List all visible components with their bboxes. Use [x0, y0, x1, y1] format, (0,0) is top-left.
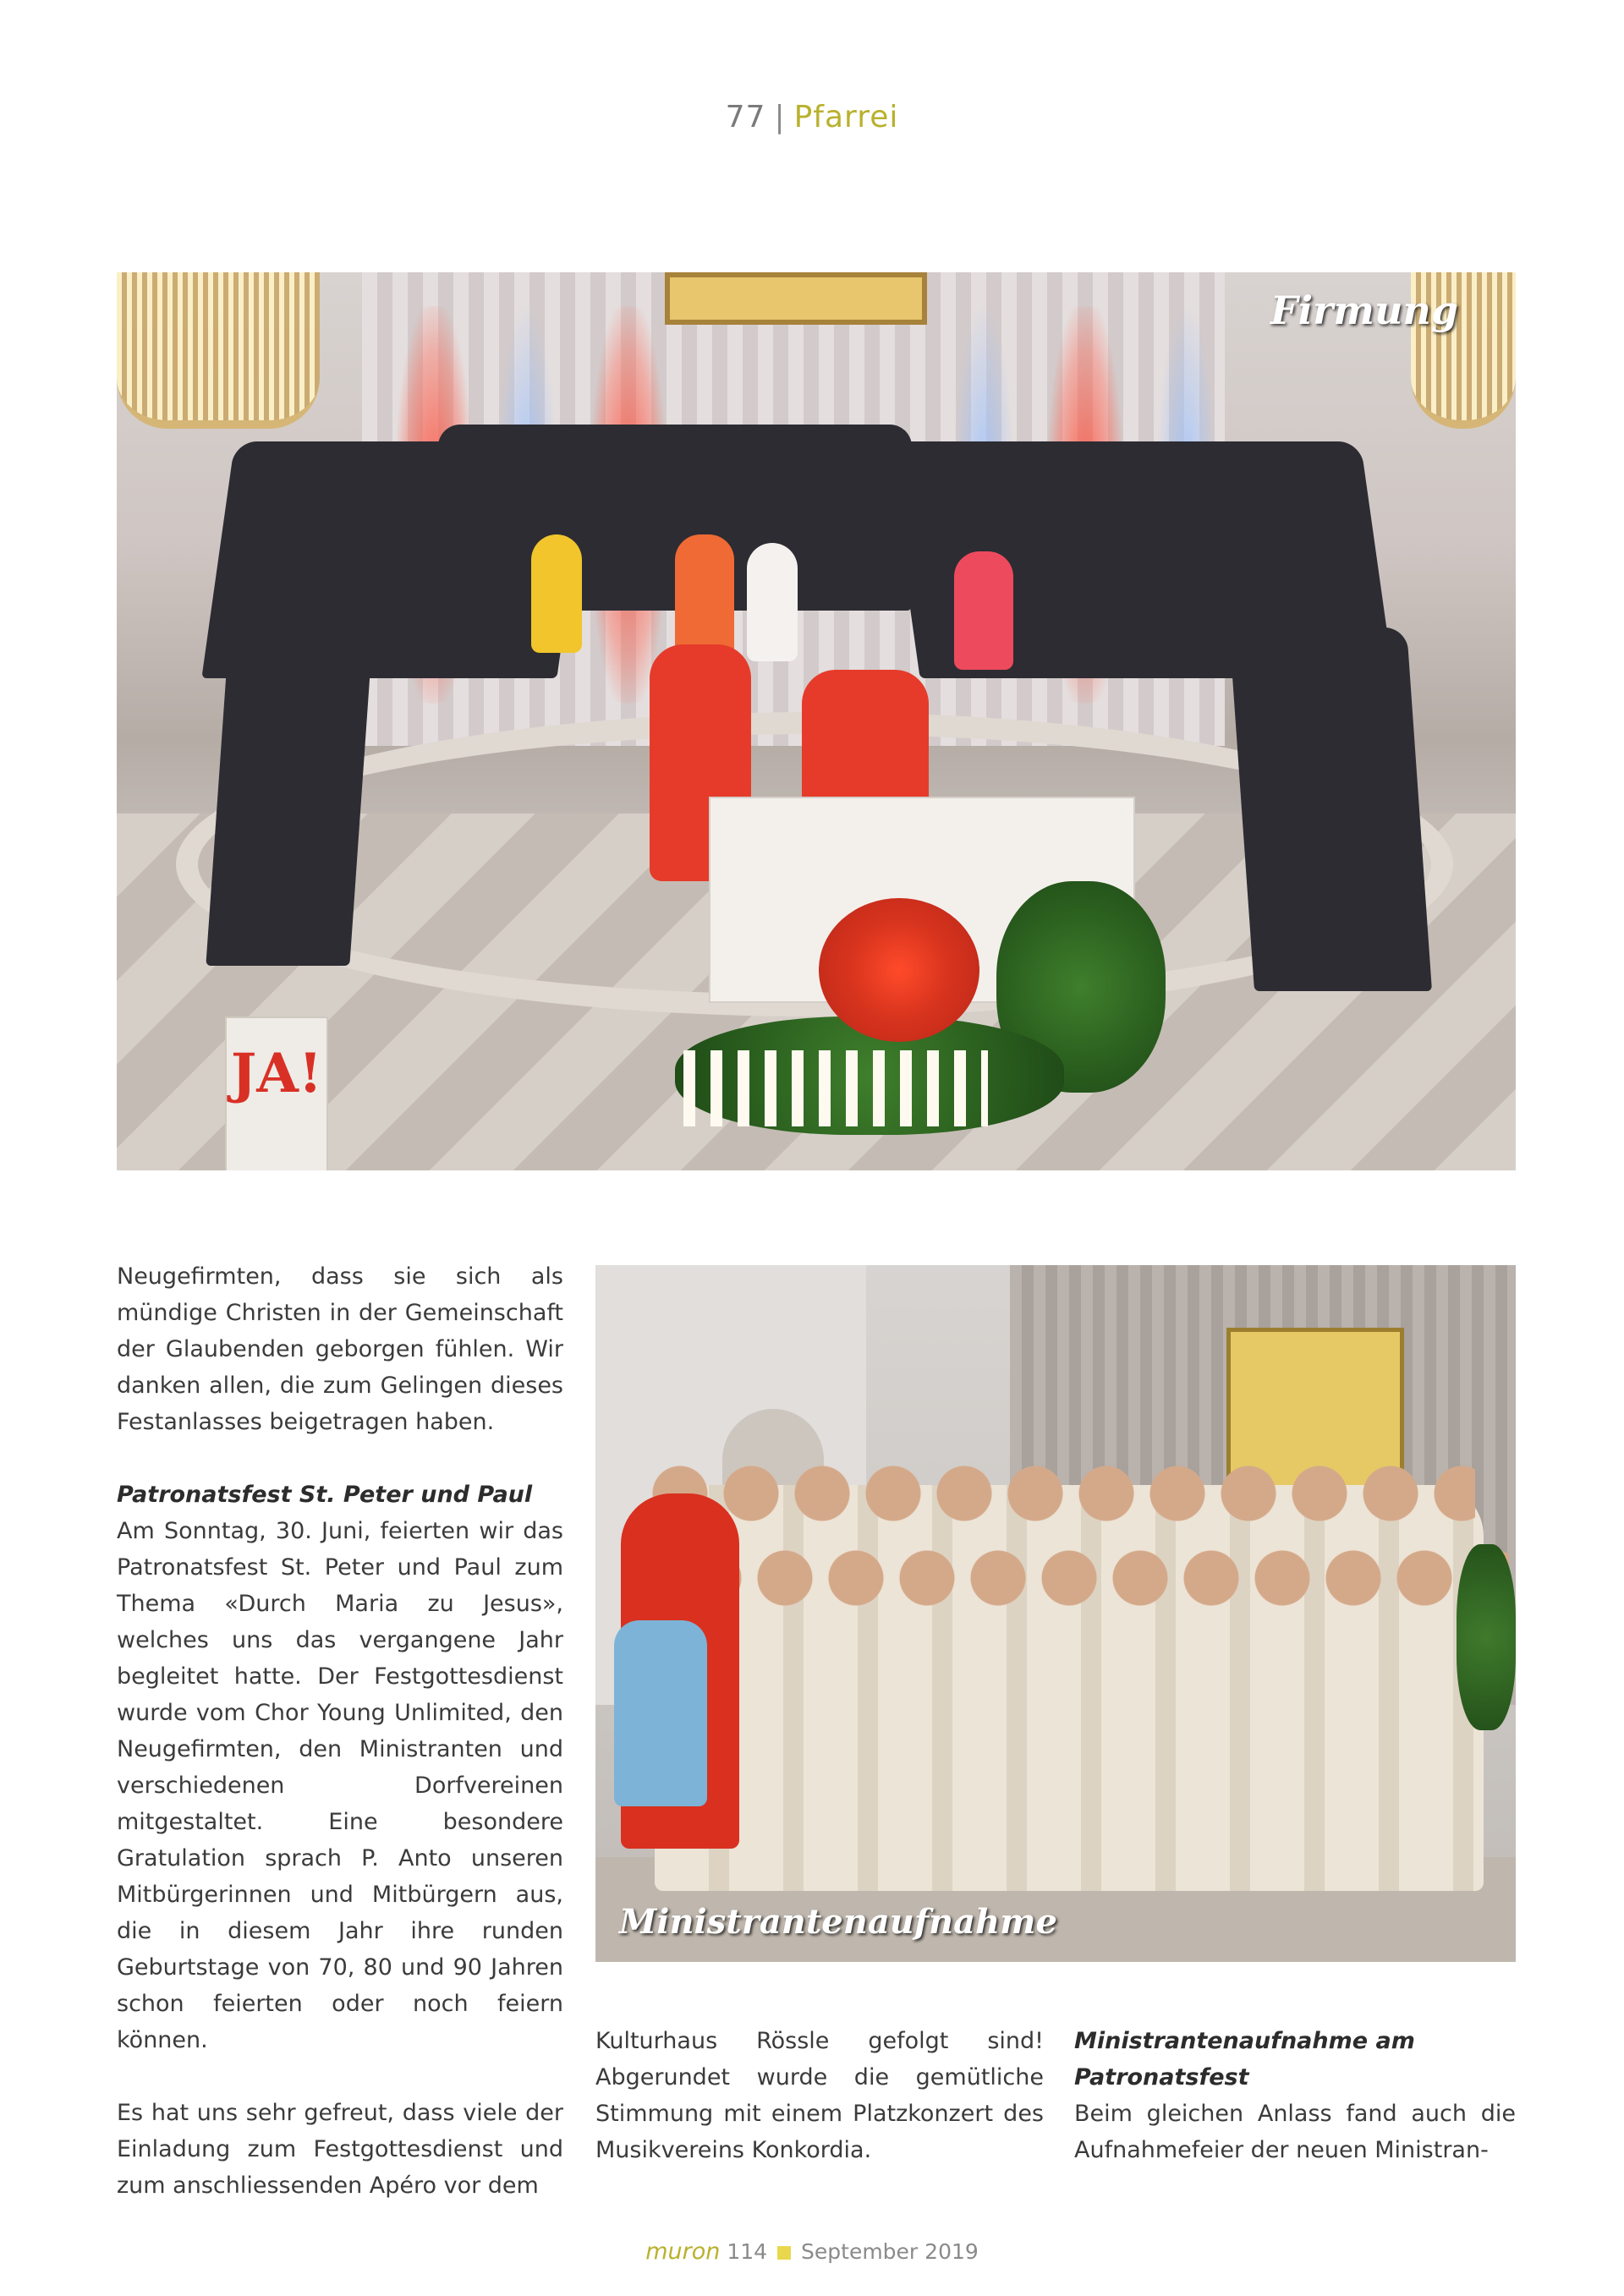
page-footer: [0, 2238, 1624, 2265]
crowd-right-front: [1229, 627, 1432, 991]
paragraph: Am Sonntag, 30. Juni, feierten wir das Patronatsfest St. Peter und Paul zum Thema «Durch Maria zu Jesus», welches uns das vergangene Jahr begleitet hatte. Der Festgottesdienst wurde vom Chor Young Unlimited, den Neugefirmten, den Ministranten und verschiedenen Dorfvereinen mitgestaltet. Eine besondere Gratulation sprach P. Anto unseren Mitbürgerinnen und Mitbürgern aus, die in diesem Jahr ihre runden Geburtstage von 70, 80 und 90 Jahren schon feierten oder noch feiern können.: [117, 1518, 563, 2053]
paragraph: Neugefirmten, dass sie sich als mündige Christen in der Gemeinschaft der Glaubenden geborgen fühlen. Wir danken allen, die zum Gelingen dieses Festanlasses beigetragen haben.: [117, 1263, 563, 1435]
altar-window: [665, 272, 927, 325]
candles: [683, 1050, 988, 1126]
bishop-red-vestment: [802, 670, 929, 814]
section-title: Pfarrei: [793, 100, 899, 134]
page-number: 77: [725, 100, 766, 134]
ja-sign: JA!: [225, 1016, 328, 1170]
girl-blue-shirt: [614, 1620, 707, 1806]
orange-dress: [675, 534, 734, 661]
text-column-1: [117, 1258, 563, 2204]
plant: [1457, 1544, 1516, 1730]
section-heading: Patronatsfest St. Peter und Paul: [117, 1482, 533, 1508]
yellow-square-icon: [777, 2246, 791, 2260]
photo-label-firmung: Firmung: [1270, 288, 1458, 333]
text-column-2: [595, 2023, 1044, 2168]
photo-label-ministrantenaufnahme: Ministrantenaufnahme: [619, 1902, 1057, 1942]
ministranten-photo: [595, 1265, 1516, 1962]
white-dress: [747, 543, 798, 661]
firmung-photo: [117, 272, 1516, 1170]
section-heading: Ministrantenaufnahme am Patronatsfest: [1074, 2028, 1415, 2091]
paragraph: Es hat uns sehr gefreut, dass viele der Einladung zum Festgottesdienst und zum anschliessenden Apéro vor dem: [117, 2100, 563, 2199]
red-gladiolus-bouquet: [819, 898, 979, 1042]
magazine-brand: muron: [645, 2238, 721, 2265]
page-header: [0, 100, 1624, 134]
text-column-3: [1074, 2023, 1516, 2168]
paragraph: Beim gleichen Anlass fand auch die Aufnahmefeier der neuen Ministran-: [1074, 2101, 1516, 2163]
faces-front-row: [680, 1519, 1509, 1654]
issue-number: 114: [727, 2239, 768, 2264]
crowd-left-front: [206, 611, 374, 966]
yellow-dress: [531, 534, 582, 653]
pink-dress: [954, 551, 1013, 670]
header-separator: |: [774, 100, 786, 134]
chandelier: [117, 272, 320, 429]
paragraph: Kulturhaus Rössle gefolgt sind! Abgerundet wurde die gemütliche Stimmung mit einem Platzkonzert des Musikvereins Konkordia.: [595, 2028, 1044, 2163]
issue-date: September 2019: [801, 2239, 979, 2264]
